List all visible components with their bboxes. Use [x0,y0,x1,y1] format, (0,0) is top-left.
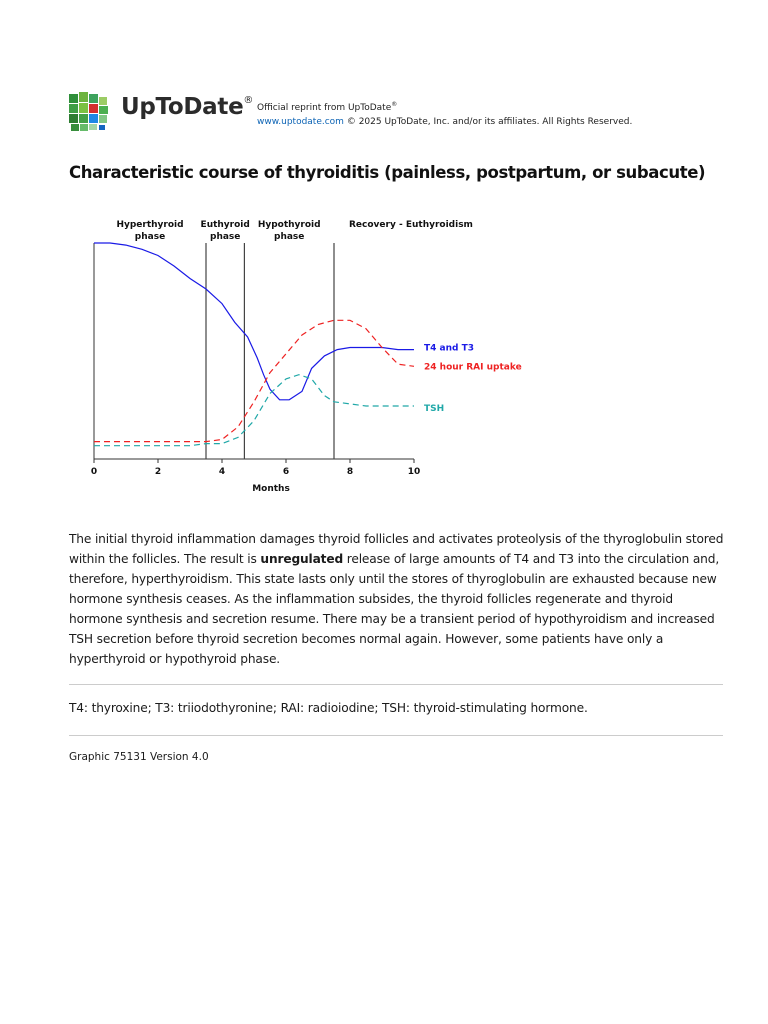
series-line [94,320,414,441]
copyright: © 2025 UpToDate, Inc. and/or its affiliates. All Rights Reserved. [346,117,633,127]
x-axis-label: Months [252,484,290,494]
series-label: 24 hour RAI uptake [424,362,522,373]
x-tick-label: 4 [218,467,226,477]
x-tick-label: 0 [90,467,98,477]
x-tick-label: 2 [154,467,162,477]
divider [69,735,723,736]
description-paragraph: The initial thyroid inflammation damages thyroid follicles and activates proteolysis of the thyroglobulin stored within the follicles. The result is unregulated release of large amounts of T4 and T3 into the circulation and, therefore, hyperthyroidism. This state lasts only until the stores of thyroglobulin are exhausted because new hormone synthesis ceases. As the inflammation subsides, the thyroid follicles regenerate and thyroid hormone synthesis and secretion resume. There may be a transient period of hypothyroidism and increased TSH secretion before thyroid secretion becomes normal again. However, some patients have only a hyperthyroid or hypothyroid phase. [69,532,724,666]
page-title: Characteristic course of thyroiditis (painless, postpartum, or subacute) [69,163,706,182]
phase-label: phase [274,232,305,242]
x-tick-label: 8 [346,467,354,477]
uptodate-link[interactable]: www.uptodate.com [257,117,344,127]
emphasis-unregulated: unregulated [260,552,344,566]
series-line [94,375,414,446]
brand-name: UpToDate® [121,94,254,120]
divider [69,684,723,685]
phase-label: phase [210,232,241,242]
header [69,92,729,132]
series-label: TSH [424,404,445,415]
x-tick-label: 6 [282,467,290,477]
uptodate-grid-logo-icon [69,92,109,132]
abbreviations: T4: thyroxine; T3: triiodothyronine; RAI: radioiodine; TSH: thyroid-stimulating hormone. [69,701,588,715]
x-tick-label: 10 [407,467,421,477]
phase-label: Recovery - Euthyroidism [349,220,473,230]
phase-label: Hyperthyroid [116,220,184,230]
phase-label: Hypothyroid [257,220,321,230]
graphic-version: Graphic 75131 Version 4.0 [69,751,209,763]
phase-label: Euthyroid [200,220,250,230]
thyroiditis-course-chart [69,212,539,497]
series-line [94,243,414,400]
series-label: T4 and T3 [424,343,474,354]
phase-label: phase [134,232,166,242]
reprint-label: Official reprint from UpToDate [257,103,392,113]
reprint-notice: Official reprint from UpToDate® www.uptodate.com © 2025 UpToDate, Inc. and/or its affiliates. All Rights Reserved. [257,101,633,127]
